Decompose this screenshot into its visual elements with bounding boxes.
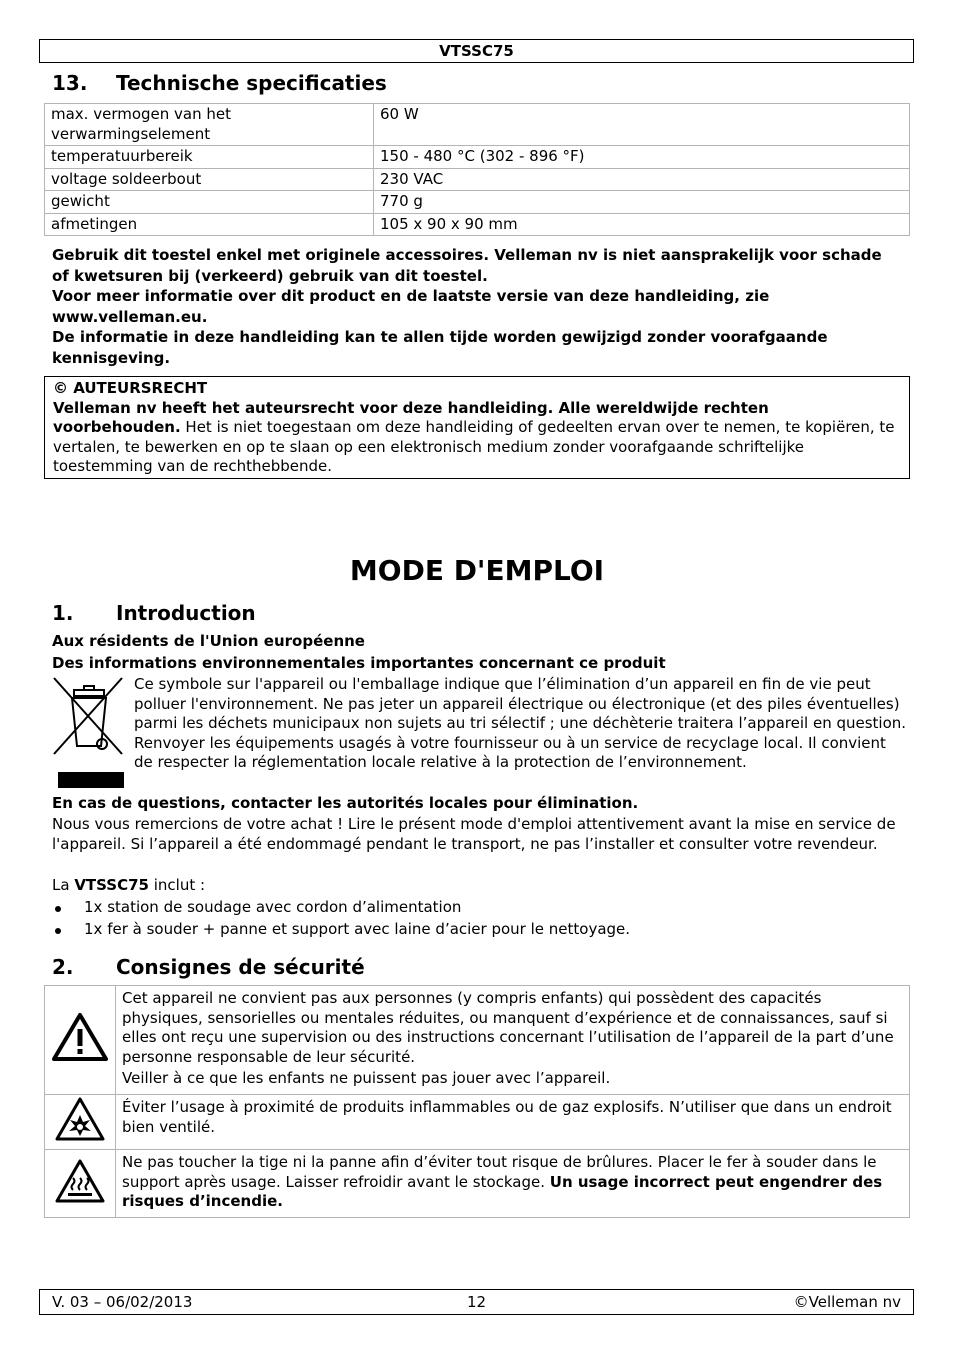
page-header (39, 39, 914, 63)
list-item (52, 920, 907, 942)
footer-version: V. 03 – 06/02/2013 (52, 1293, 193, 1311)
header-model: VTSSC75 (439, 42, 514, 60)
spec-value: 770 g (374, 191, 910, 214)
copyright-title: © AUTEURSRECHT (53, 379, 208, 397)
list-item (52, 898, 907, 920)
section-number: 1. (52, 601, 74, 625)
weee-text: Ce symbole sur l'appareil ou l'emballage indique que l’élimination d’un appareil en fin de vie peut polluer l'environnement. Ne pas jeter un appareil électrique ou électronique (et des piles éventuelles) parmi les déchets municipaux non sujets au tri sélectif ; une déchèterie traitera l’appareil en question. Renvoyer les équipements usagés à votre fournisseur ou à un service de recyclage local. Il convient de respecter la réglementation locale relative à la protection de l’environnement. (134, 675, 907, 771)
intro-subtitle-env: Des informations environnementales importantes concernant ce produit (52, 654, 666, 672)
includes-model: VTSSC75 (74, 876, 149, 894)
section-number: 13. (52, 71, 88, 95)
safety-text-main: Cet appareil ne convient pas aux personnes (y compris enfants) qui possèdent des capacités physiques, sensorielles ou mentales réduites, ou manquent d’expérience et de connaissances, sauf si elles ont reçu une supervision ou des instructions concernant l’utilisation de l’appareil de la part d’une personne responsable de leur sécurité. (122, 989, 894, 1066)
spec-label: gewicht (45, 191, 374, 214)
bullet-icon (55, 906, 61, 912)
table-row (45, 1150, 910, 1218)
section-title-text: Introduction (116, 601, 256, 625)
icon-cell (45, 986, 116, 1095)
spec-value: 230 VAC (374, 168, 910, 191)
warning-triangle-icon (51, 1048, 109, 1066)
list-item-text: 1x station de soudage avec cordon d’alimentation (84, 898, 462, 916)
footer-page-number: 12 (466, 1293, 487, 1311)
notice-more-info: Voor meer informatie over dit product en de laatste versie van deze handleiding, zie www.velleman.eu. (52, 287, 770, 326)
table-row (45, 1095, 910, 1150)
table-row (45, 146, 910, 169)
tech-notices (52, 245, 902, 368)
safety-text-children: Veiller à ce que les enfants ne puissent pas jouer avec l’appareil. (122, 1069, 611, 1087)
section-number: 2. (52, 955, 74, 979)
safety-text (116, 986, 910, 1095)
copyright-text (53, 399, 901, 477)
hot-surface-icon (54, 1190, 106, 1208)
intro-contact: En cas de questions, contacter les autorités locales pour élimination. (52, 794, 639, 812)
section-title-intro (52, 601, 256, 625)
copyright-body: Het is niet toegestaan om deze handleiding of gedeelten ervan over te nemen, te kopiëren, te vertalen, te bewerken en op te slaan op een elektronisch medium zonder voorafgaande schriftelijke toestemming van de rechthebbende. (53, 418, 895, 475)
spec-table (44, 103, 910, 236)
list-item-text: 1x fer à souder + panne et support avec laine d’acier pour le nettoyage. (84, 920, 631, 938)
spec-value: 60 W (374, 104, 910, 146)
section-title-tech (52, 71, 387, 95)
copyright-bold: Velleman nv heeft het auteursrecht voor deze handleiding. Alle wereldwijde rechten voorbehouden. (53, 398, 769, 436)
spec-label: voltage soldeerbout (45, 168, 374, 191)
footer-copyright: ©Velleman nv (793, 1293, 901, 1311)
icon-cell (45, 1095, 116, 1150)
section-title-safety (52, 955, 365, 979)
page-footer (39, 1289, 914, 1315)
table-row (45, 213, 910, 236)
spec-label: afmetingen (45, 213, 374, 236)
intro-subtitle-eu: Aux résidents de l'Union européenne (52, 632, 365, 650)
safety-text: Éviter l’usage à proximité de produits inflammables ou de gaz explosifs. N’utiliser que dans un endroit bien ventilé. (116, 1095, 910, 1150)
spec-value: 105 x 90 x 90 mm (374, 213, 910, 236)
notice-changes: De informatie in deze handleiding kan te allen tijde worden gewijzigd zonder voorafgaande kennisgeving. (52, 328, 828, 367)
bullet-icon (55, 928, 61, 934)
notice-liability: Gebruik dit toestel enkel met originele accessoires. Velleman nv is niet aansprakelijk voor schade of kwetsuren bij (verkeerd) gebruik van dit toestel. (52, 246, 882, 285)
safety-table (44, 985, 910, 1218)
explosive-icon (54, 1128, 106, 1146)
table-row (45, 986, 910, 1095)
section-title-text: Consignes de sécurité (116, 955, 365, 979)
spec-label: temperatuurbereik (45, 146, 374, 169)
spec-value: 150 - 480 °C (302 - 896 °F) (374, 146, 910, 169)
section-title-text: Technische specificaties (116, 71, 387, 95)
page-title: MODE D'EMPLOI (349, 554, 605, 587)
table-row (45, 168, 910, 191)
safety-text (116, 1150, 910, 1218)
table-row (45, 104, 910, 146)
safety-text-bold: Un usage incorrect peut engendrer des risques d’incendie. (122, 1172, 883, 1210)
icon-cell (45, 1150, 116, 1218)
intro-includes (52, 876, 205, 896)
weee-bin-icon (52, 676, 128, 790)
includes-pre: La (52, 876, 75, 894)
copyright-box (44, 376, 910, 479)
table-row (45, 191, 910, 214)
includes-list (52, 898, 907, 942)
intro-thanks: Nous vous remercions de votre achat ! Lire le présent mode d'emploi attentivement avant la mise en service de l'appareil. Si l’appareil a été endommagé pendant le transport, ne pas l’installer et consulter votre revendeur. (52, 815, 896, 853)
includes-post: inclut : (148, 876, 206, 894)
safety-text-main: Ne pas toucher la tige ni la panne afin d’éviter tout risque de brûlures. Placer le fer à souder dans le support après usage. Laisser refroidir avant le stockage. (122, 1153, 877, 1191)
spec-label: max. vermogen van het verwarmingselement (45, 104, 374, 146)
